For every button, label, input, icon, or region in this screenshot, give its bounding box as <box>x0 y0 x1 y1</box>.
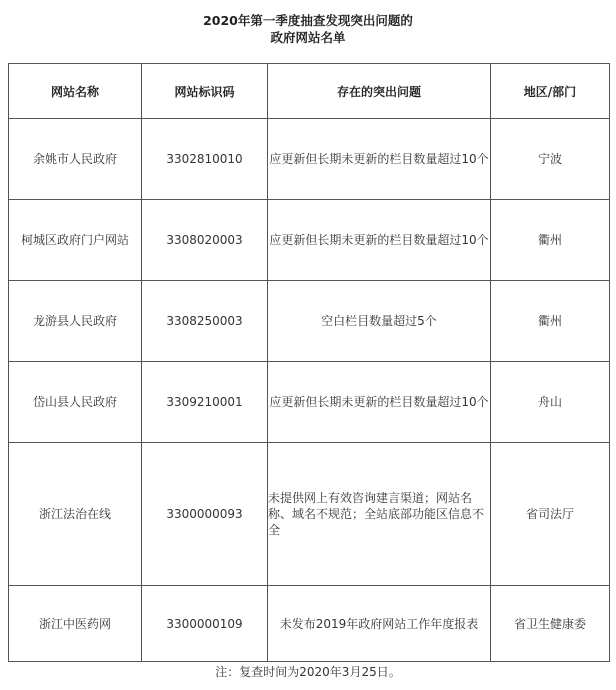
issue-text: 应更新但长期未更新的栏目数量超过10个 <box>269 395 489 409</box>
issue-cell <box>268 362 491 443</box>
issue-cell <box>268 119 491 200</box>
issue-text: 未发布2019年政府网站工作年度报表 <box>279 616 479 631</box>
site-name-cell: 龙游县人民政府 <box>9 281 142 362</box>
table-row <box>9 443 610 586</box>
table-row <box>9 281 610 362</box>
table-header-row <box>9 64 610 119</box>
issue-cell <box>268 443 491 586</box>
site-code-cell: 3309210001 <box>142 362 268 443</box>
table-row <box>9 200 610 281</box>
region-cell: 省司法厅 <box>491 443 610 586</box>
region-cell: 衢州 <box>491 200 610 281</box>
region-cell: 衢州 <box>491 281 610 362</box>
site-code-cell: 3300000109 <box>142 586 268 662</box>
document-title <box>0 12 616 46</box>
header-site-code: 网站标识码 <box>142 64 268 119</box>
issue-cell <box>268 281 491 362</box>
header-site-name: 网站名称 <box>9 64 142 119</box>
region-cell: 宁波 <box>491 119 610 200</box>
table-row <box>9 586 610 662</box>
title-line-1: 2020年第一季度抽查发现突出问题的 <box>203 13 413 28</box>
site-code-cell: 3308020003 <box>142 200 268 281</box>
header-issue: 存在的突出问题 <box>268 64 491 119</box>
region-cell: 省卫生健康委 <box>491 586 610 662</box>
website-list-table <box>8 63 610 662</box>
site-code-cell: 3302810010 <box>142 119 268 200</box>
header-region: 地区/部门 <box>491 64 610 119</box>
issue-text: 空白栏目数量超过5个 <box>321 314 437 328</box>
site-code-cell: 3308250003 <box>142 281 268 362</box>
region-cell: 舟山 <box>491 362 610 443</box>
title-line-2: 政府网站名单 <box>270 30 346 45</box>
issue-text: 未提供网上有效咨询建言渠道；网站名称、域名不规范；全站底部功能区信息不全 <box>268 491 485 537</box>
table-row <box>9 362 610 443</box>
site-name-cell: 浙江法治在线 <box>9 443 142 586</box>
issue-cell <box>268 200 491 281</box>
issue-text: 应更新但长期未更新的栏目数量超过10个 <box>269 152 489 166</box>
site-name-cell: 浙江中医药网 <box>9 586 142 662</box>
table-row <box>9 119 610 200</box>
site-name-cell: 岱山县人民政府 <box>9 362 142 443</box>
site-name-cell: 柯城区政府门户网站 <box>9 200 142 281</box>
site-name-cell: 余姚市人民政府 <box>9 119 142 200</box>
issue-text: 应更新但长期未更新的栏目数量超过10个 <box>269 233 489 247</box>
issue-cell <box>268 586 491 662</box>
site-code-cell: 3300000093 <box>142 443 268 586</box>
review-date-note: 注：复查时间为2020年3月25日。 <box>215 665 401 679</box>
